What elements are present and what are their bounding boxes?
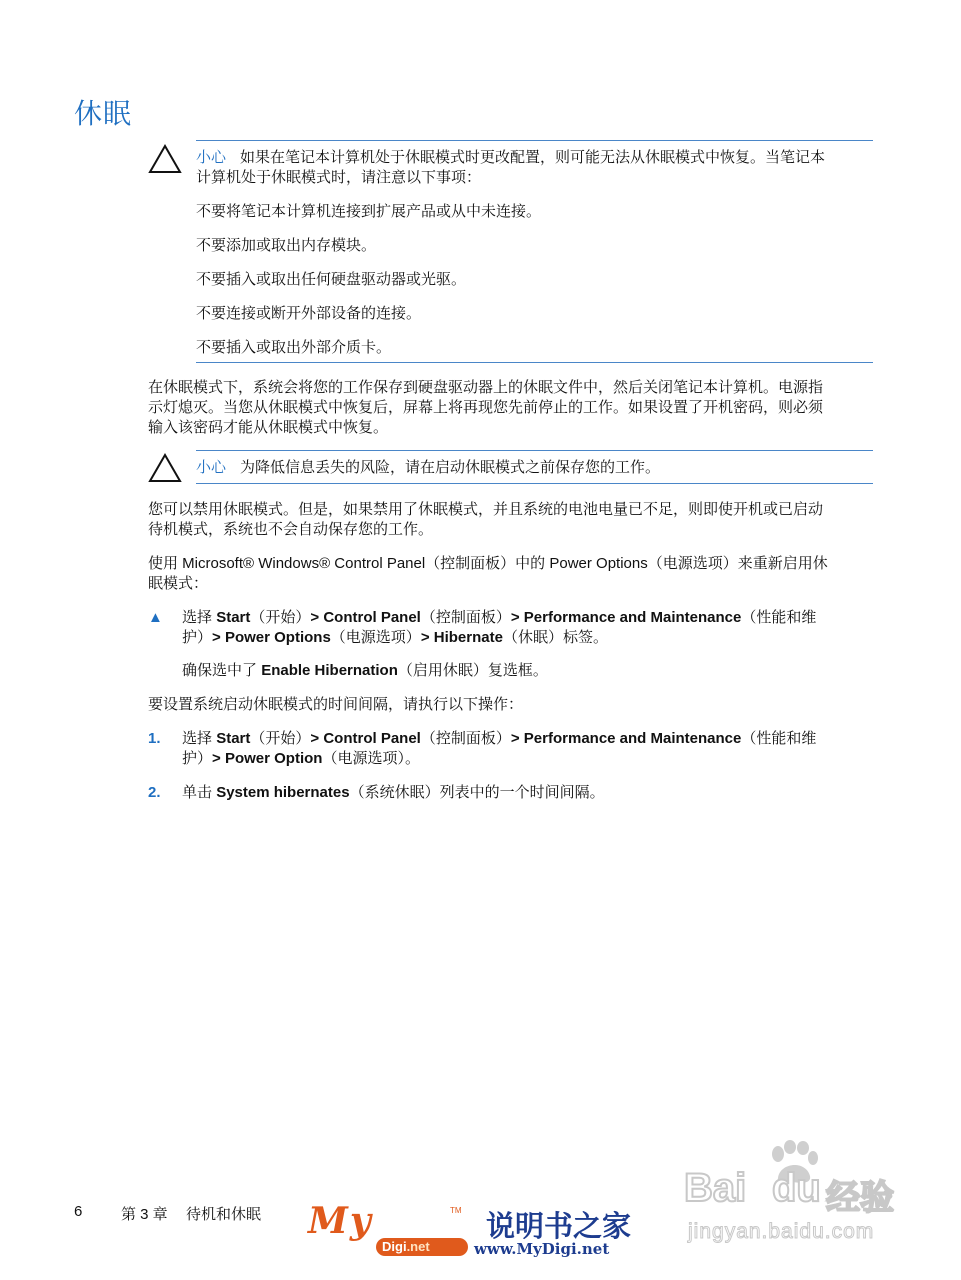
- mydigi-url: www.MyDigi.net: [474, 1240, 610, 1258]
- separator: >: [310, 609, 320, 626]
- step-number: 1.: [148, 730, 161, 747]
- caution-1-line2: 计算机处于休眠模式时，请注意以下事项：: [196, 169, 482, 186]
- text: （系统休眠）: [349, 784, 440, 801]
- page-number: 6: [74, 1203, 83, 1220]
- ui-term: Control Panel: [323, 730, 421, 747]
- step-2-text: [182, 783, 882, 803]
- text: （启用休眠）复选框。: [397, 662, 548, 679]
- ui-term: Power Options: [224, 629, 331, 646]
- separator: >: [310, 730, 320, 747]
- text: （开始）: [250, 609, 311, 626]
- ui-term: Control Panel: [323, 609, 421, 626]
- paragraph-line: 待机模式，系统也不会自动保存您的工作。: [148, 521, 434, 538]
- mydigi-logo-tm: TM: [450, 1206, 462, 1215]
- text: 选择: [182, 609, 213, 626]
- step-bullet-icon: ▲: [148, 609, 163, 626]
- paragraph-line: 在休眠模式下，系统会将您的工作保存到硬盘驱动器上的休眠文件中，然后关闭笔记本计算机。电源指: [148, 379, 824, 396]
- caution-label: 小心: [196, 459, 227, 476]
- mydigi-cn-name: 说明书之家: [486, 1209, 632, 1243]
- mydigi-digi: Digi: [382, 1239, 407, 1254]
- paragraph-disable-hibernate: [148, 500, 878, 540]
- text: 单击: [182, 784, 213, 801]
- footer-chapter-title: 待机和休眠: [186, 1206, 262, 1223]
- caution-item: 不要插入或取出任何硬盘驱动器或光驱。: [196, 271, 467, 288]
- mydigi-logo-my: My: [308, 1200, 373, 1242]
- paragraph-reenable: [148, 554, 878, 594]
- caution-triangle-icon: [148, 144, 182, 174]
- step-number: 2.: [148, 784, 161, 801]
- caution-item: 不要添加或取出内存模块。: [196, 237, 377, 254]
- mydigi-badge: [376, 1238, 468, 1256]
- separator: >: [510, 609, 520, 626]
- caution-item: 不要将笔记本计算机连接到扩展产品或从中未连接。: [196, 203, 542, 220]
- page-title: 休眠: [74, 97, 133, 130]
- paragraph-interval-intro: 要设置系统启动休眠模式的时间间隔，请执行以下操作：: [148, 696, 524, 713]
- text: （电源选项）: [330, 629, 421, 646]
- caution-top-rule: [196, 450, 873, 451]
- text: （控制面板）: [420, 609, 511, 626]
- text: 列表中的一个时间间隔。: [439, 784, 605, 801]
- step-ensure-text: [182, 661, 548, 681]
- caution-label: 小心: [196, 149, 227, 166]
- ui-term: Power Option: [224, 750, 323, 767]
- baidu-jingyan-cn: 经验: [826, 1179, 894, 1217]
- caution-item: 不要插入或取出外部介质卡。: [196, 339, 392, 356]
- baidu-logo-du: du: [772, 1166, 821, 1210]
- ui-term: Enable Hibernation: [261, 662, 398, 679]
- baidu-jingyan-watermark: [680, 1140, 910, 1250]
- text: 护）: [182, 629, 213, 646]
- ui-term: Hibernate: [433, 629, 503, 646]
- caution-2-body: 为降低信息丢失的风险，请在启动休眠模式之前保存您的工作。: [240, 459, 661, 476]
- caution-bottom-rule: [196, 483, 873, 484]
- baidu-logo-bai: Bai: [684, 1166, 747, 1210]
- caution-1-line1: 如果在笔记本计算机处于休眠模式时更改配置，则可能无法从休眠模式中恢复。当笔记本: [240, 149, 826, 166]
- text: （电源选项）。: [322, 750, 420, 767]
- separator: >: [212, 629, 221, 646]
- paragraph-line: 输入该密码才能从休眠模式中恢复。: [148, 419, 389, 436]
- paragraph-line: 示灯熄灭。当您从休眠模式中恢复后，屏幕上将再现您先前停止的工作。如果设置了开机密码，则必须: [148, 399, 824, 416]
- separator: >: [510, 730, 520, 747]
- step-1-text: [182, 729, 882, 769]
- ui-term: Start: [216, 730, 251, 747]
- caution-1-text: [196, 148, 876, 188]
- footer-chapter: 第 3 章: [121, 1206, 168, 1223]
- step-triangle-text: [182, 608, 882, 648]
- separator: >: [212, 750, 221, 767]
- paragraph-hibernate-description: [148, 378, 878, 438]
- baidu-jingyan-url: jingyan.baidu.com: [688, 1220, 875, 1243]
- ui-term: Performance and Maintenance: [523, 609, 742, 626]
- caution-2-text: [196, 458, 876, 478]
- text: （开始）: [250, 730, 311, 747]
- paragraph-line: 使用 Microsoft® Windows® Control Panel（控制面板）中的 Power Options（电源选项）来重新启用休: [148, 555, 828, 572]
- text: （控制面板）: [420, 730, 511, 747]
- ui-term: Performance and Maintenance: [523, 730, 742, 747]
- text: （性能和维: [741, 609, 817, 626]
- mydigi-logo: [300, 1200, 660, 1264]
- text: 标签。: [562, 629, 608, 646]
- text: 选择: [182, 730, 213, 747]
- mydigi-net: .net: [406, 1239, 430, 1254]
- ui-term: Start: [216, 609, 251, 626]
- caution-triangle-icon: [148, 453, 182, 483]
- separator: >: [420, 629, 430, 646]
- paragraph-line: 您可以禁用休眠模式。但是，如果禁用了休眠模式，并且系统的电池电量已不足，则即使开机或已启动: [148, 501, 824, 518]
- paragraph-line: 眠模式：: [148, 575, 209, 592]
- caution-item: 不要连接或断开外部设备的连接。: [196, 305, 422, 322]
- ui-term: System hibernates: [216, 784, 350, 801]
- text: （性能和维: [741, 730, 817, 747]
- caution-bottom-rule: [196, 362, 873, 363]
- text: 确保选中了: [182, 662, 258, 679]
- text: 护）: [182, 750, 213, 767]
- text: （休眠）: [502, 629, 563, 646]
- caution-top-rule: [196, 140, 873, 141]
